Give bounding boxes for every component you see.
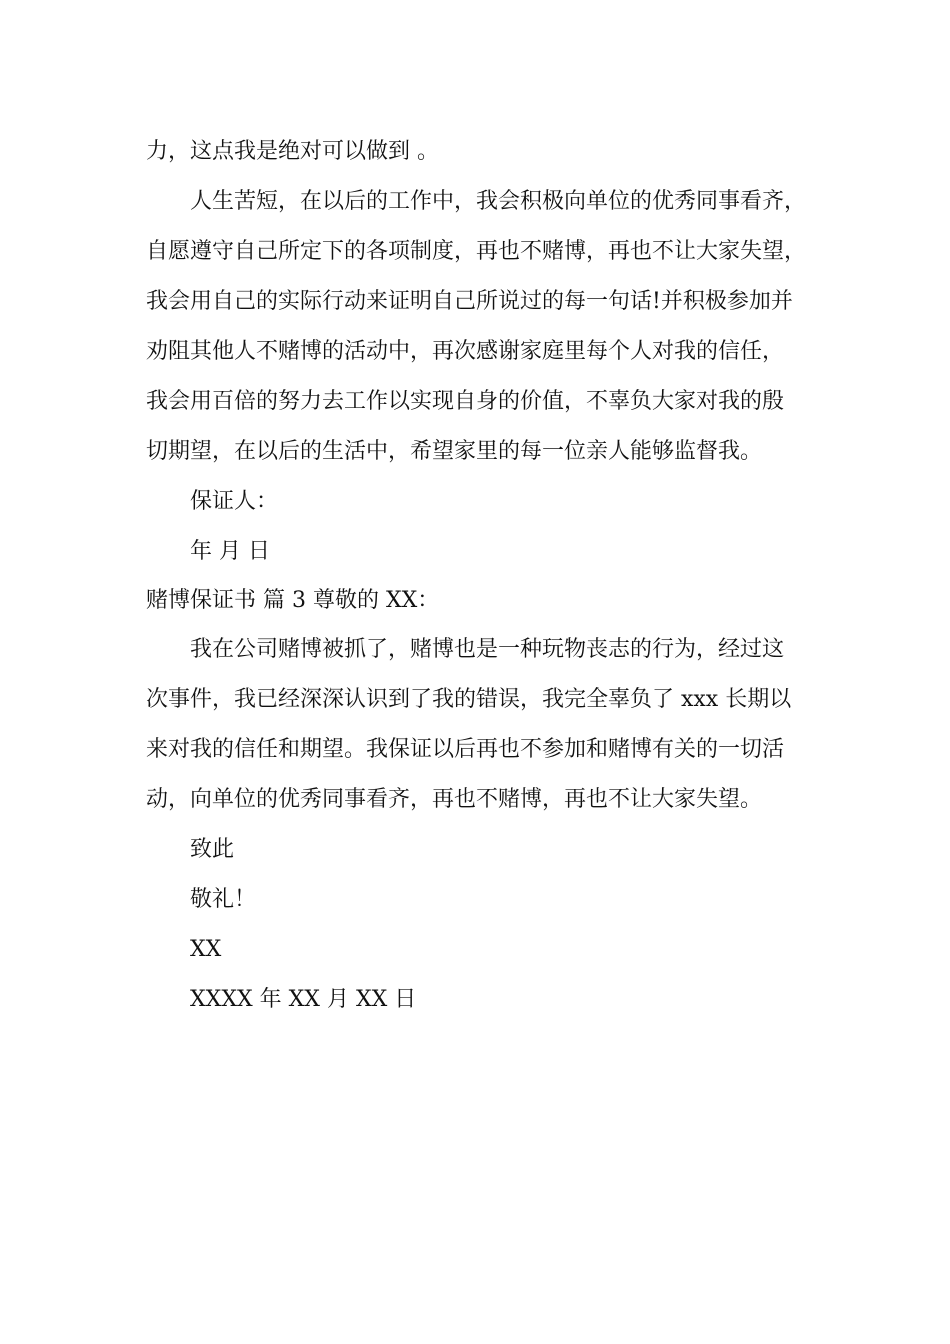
section-heading: 赌博保证书 篇 3 尊敬的 XX： [146,588,440,613]
paragraph-line: 劝阻其他人不赌博的活动中，再次感谢家庭里每个人对我的信任， [146,339,785,364]
paragraph-line: 我在公司赌博被抓了，赌博也是一种玩物丧志的行为，经过这 [190,637,785,662]
paragraph-line: 力，这点我是绝对可以做到 。 [146,139,439,164]
paragraph-line: 来对我的信任和期望。我保证以后再也不参加和赌博有关的一切活 [146,737,785,762]
paragraph-line: 自愿遵守自己所定下的各项制度，再也不赌博，再也不让大家失望， [146,239,807,264]
signature-date: XXXX 年 XX 月 XX 日 [190,987,417,1012]
closing-phrase: 致此 [190,837,235,862]
paragraph-line: 切期望，在以后的生活中，希望家里的每一位亲人能够监督我。 [146,439,763,464]
paragraph-line: 动，向单位的优秀同事看齐，再也不赌博，再也不让大家失望。 [146,787,763,812]
salutation: 敬礼！ [190,887,257,912]
signature-name: XX [190,937,222,962]
paragraph-line: 我会用自己的实际行动来证明自己所说过的每一句话!并积极参加并 [146,289,793,314]
guarantor-label: 保证人： [190,489,279,514]
paragraph-line: 次事件，我已经深深认识到了我的错误，我完全辜负了 xxx 长期以 [146,687,792,712]
date-placeholder: 年 月 日 [190,539,270,564]
paragraph-line: 人生苦短，在以后的工作中，我会积极向单位的优秀同事看齐， [190,189,807,214]
paragraph-line: 我会用百倍的努力去工作以实现自身的价值，不辜负大家对我的殷 [146,389,785,414]
